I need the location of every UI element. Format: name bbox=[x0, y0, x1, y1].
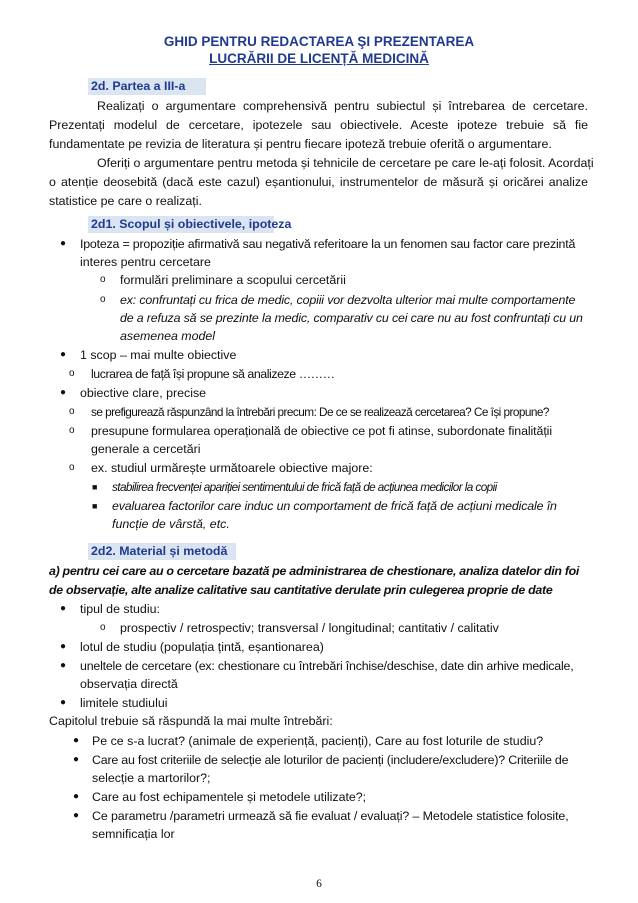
question-text: Care au fost criteriile de selecție ale loturilor de pacienți (includere/excludere)? Criteriile de bbox=[92, 753, 569, 767]
question-text: semnificația lor bbox=[92, 827, 175, 841]
question-text: Pe ce s-a lucrat? (animale de experiență, pacienți), Care au fost loturile de studiu? bbox=[92, 734, 544, 748]
question-text: Ce parametru /parametri urmează să fie evaluat / evaluați? – Metodele statistice folosite, bbox=[92, 809, 569, 823]
circle-bullet-icon: o bbox=[69, 406, 75, 417]
circle-bullet-icon: o bbox=[100, 622, 106, 633]
sub-sub-bullet-text: stabilirea frecvenței apariției sentimentului de frică față de acțiunea medicilor la copii bbox=[112, 480, 497, 494]
bullet-text: 1 scop – mai multe obiective bbox=[80, 348, 237, 362]
paragraph-line: statistice pe care o realizați. bbox=[49, 194, 202, 208]
bullet-icon: ● bbox=[73, 791, 80, 802]
bullet-icon: ● bbox=[60, 238, 67, 249]
bullet-icon: ● bbox=[73, 735, 80, 746]
intro-line: de observație, alte analize calitative sau cantitative derulate prin culegerea proprie de date bbox=[49, 583, 553, 597]
bullet-icon: ● bbox=[60, 660, 67, 671]
sub-bullet-text: presupune formularea operațională de obiective ce pot fi atinse, subordonate finalității bbox=[91, 424, 552, 438]
sub-sub-bullet-text: evaluarea factorilor care induc un comportament de frică față de acțiuni medicale în bbox=[112, 499, 557, 513]
sub-sub-bullet-text: funcție de vârstă, etc. bbox=[112, 517, 230, 531]
paragraph-line: Realizați o argumentare comprehensivă pentru subiectul și întrebarea de cercetare. bbox=[97, 99, 588, 113]
question-text: selecție a martorilor?; bbox=[92, 771, 211, 785]
bullet-icon: ● bbox=[60, 349, 67, 360]
sub-bullet-text: de a refuza să se prezinte la medic, comparativ cu cei care nu au fost confruntați cu un bbox=[120, 311, 583, 325]
square-bullet-icon: ■ bbox=[92, 482, 98, 492]
paragraph-line: Oferiți o argumentare pentru metoda și tehnicile de cercetare pe care le-ați folosit. Acordați bbox=[97, 156, 594, 170]
bullet-icon: ● bbox=[60, 641, 67, 652]
section-heading-2d: 2d. Partea a III-a bbox=[91, 79, 186, 93]
bullet-text: lotul de studiu (populația țintă, eșantionarea) bbox=[80, 640, 324, 654]
sub-bullet-text: se prefigurează răspunzând la întrebări precum: De ce se realizează cercetarea? Ce își propune? bbox=[91, 405, 549, 419]
sub-bullet-text: generale a cercetări bbox=[91, 442, 201, 456]
bullet-icon: ● bbox=[73, 810, 80, 821]
bullet-icon: ● bbox=[60, 387, 67, 398]
bullet-icon: ● bbox=[60, 697, 67, 708]
sub-bullet-text: ex: confruntați cu frica de medic, copiii vor dezvolta ulterior mai multe comportamente bbox=[120, 293, 576, 307]
bullet-text: limitele studiului bbox=[80, 696, 168, 710]
sub-bullet-text: prospectiv / retrospectiv; transversal / longitudinal; cantitativ / calitativ bbox=[120, 621, 499, 635]
document-title-line2: LUCRĂRII DE LICENȚĂ MEDICINĂ bbox=[209, 51, 429, 66]
page-number: 6 bbox=[316, 878, 322, 890]
intro-line: a) pentru cei care au o cercetare bazată pe administrarea de chestionare, analiza datelor din foi bbox=[49, 564, 580, 578]
sub-bullet-text: lucrarea de față își propune să analizeze ……… bbox=[91, 367, 335, 381]
question-text: Care au fost echipamentele și metodele utilizate?; bbox=[92, 790, 367, 804]
circle-bullet-icon: o bbox=[100, 294, 106, 305]
bullet-icon: ● bbox=[73, 754, 80, 765]
circle-bullet-icon: o bbox=[69, 425, 75, 436]
section-heading-2d1: 2d1. Scopul și obiectivele, ipoteza bbox=[91, 217, 292, 231]
sub-bullet-text: asemenea model bbox=[120, 329, 216, 343]
paragraph-line: fundamentate pe revizia de literatura și pentru fiecare ipoteză trebuie oferită o argumentare. bbox=[49, 137, 552, 151]
square-bullet-icon: ■ bbox=[92, 501, 98, 511]
sub-bullet-text: formulări preliminare a scopului cercetării bbox=[120, 273, 346, 287]
sub-bullet-text: ex. studiul urmărește următoarele obiective majore: bbox=[91, 461, 373, 475]
bullet-text: observația directă bbox=[80, 677, 178, 691]
bullet-text: uneltele de cercetare (ex: chestionare cu întrebări închise/deschise, date din arhive medicale, bbox=[80, 659, 574, 673]
circle-bullet-icon: o bbox=[100, 274, 106, 285]
document-title-line1: GHID PENTRU REDACTAREA ŞI PREZENTAREA bbox=[163, 34, 475, 49]
bullet-text: interes pentru cercetare bbox=[80, 255, 211, 269]
section-heading-2d2: 2d2. Material și metodă bbox=[91, 544, 228, 558]
bullet-icon: ● bbox=[60, 603, 67, 614]
paragraph-line: o atenție deosebită (dacă este cazul) eșantionului, instrumentelor de măsură și oricărei analize bbox=[49, 175, 588, 189]
bullet-text: Ipoteza = propoziție afirmativă sau negativă referitoare la un fenomen sau factor care prezintă bbox=[80, 237, 576, 251]
bullet-text: obiective clare, precise bbox=[80, 386, 207, 400]
circle-bullet-icon: o bbox=[69, 462, 75, 473]
chapter-text: Capitolul trebuie să răspundă la mai multe întrebări: bbox=[49, 714, 333, 728]
paragraph-line: Prezentați modelul de cercetare, ipotezele sau obiectivele. Aceste ipoteze trebuie să fie bbox=[49, 118, 588, 132]
bullet-text: tipul de studiu: bbox=[80, 602, 160, 616]
circle-bullet-icon: o bbox=[69, 368, 75, 379]
